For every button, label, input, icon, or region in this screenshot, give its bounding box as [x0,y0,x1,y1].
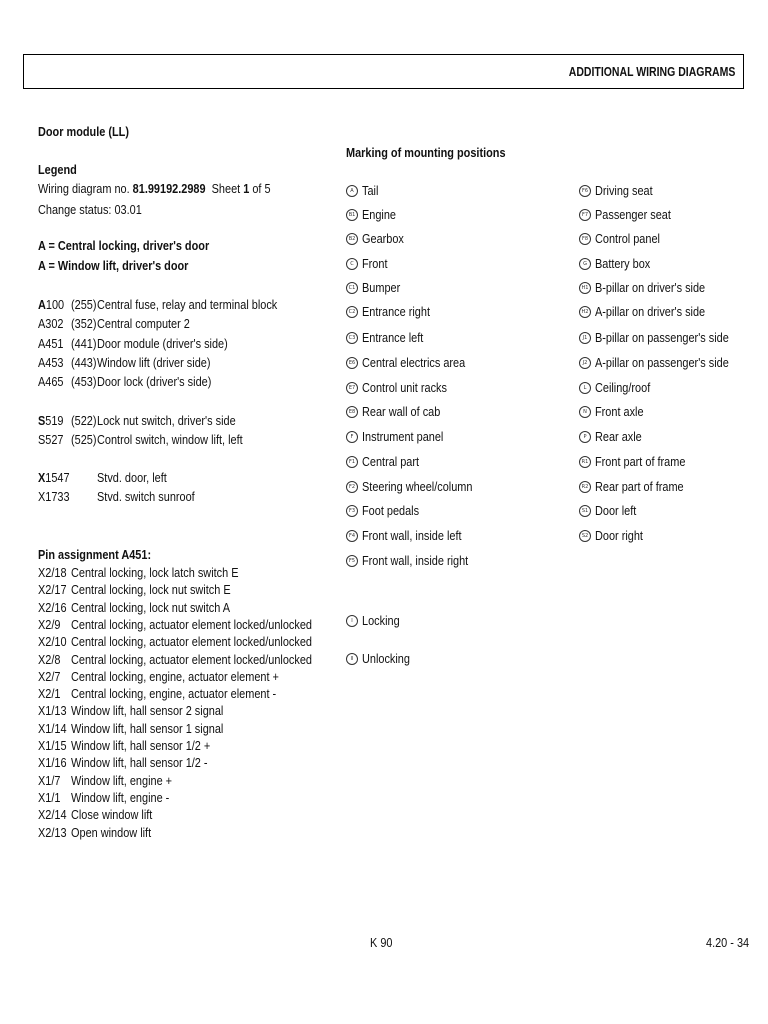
marking-symbol-icon: B1 [346,209,358,221]
component-prefix: S [38,413,46,428]
component-desc [97,297,312,313]
pin-desc-text: Central locking, actuator element locked/unlocked [71,634,312,650]
marking-row [346,555,546,571]
pin-id-text: X1/7 [38,772,61,788]
marking-symbol-icon: B2 [346,233,358,245]
marking-symbol-icon: E7 [346,382,358,394]
pin-desc [71,721,252,737]
marking-label-text: Driving seat [595,183,653,198]
marking-row [346,233,546,249]
pin-desc-text: Window lift, hall sensor 1 signal [71,720,224,736]
pin-row [38,652,338,668]
marking-symbol-icon: F [346,431,358,443]
markings-heading: Marking of mounting positions [346,145,506,160]
pin-desc [71,738,237,754]
group-heading-2: A = Window lift, driver's door [38,258,189,273]
component-row [38,297,338,313]
pin-id-text: X2/8 [38,651,61,667]
pin-row [38,617,338,633]
marking-symbol-icon: C1 [346,282,358,294]
pin-id [38,565,72,581]
marking-label-text: Instrument panel [362,429,444,444]
pin-desc [71,565,270,581]
pin-desc [71,652,358,668]
pin-id [38,617,65,633]
marking-row [346,530,546,546]
component-row [38,316,338,332]
pin-row [38,634,338,650]
marking-symbol-icon: C2 [346,306,358,318]
marking-symbol-icon: F6 [579,185,591,197]
pin-id [38,773,65,789]
marking-label-text: Door left [595,503,637,518]
marking-symbol-icon: H1 [579,282,591,294]
pin-row [38,807,338,823]
component-row [38,432,338,448]
pin-id [38,825,72,841]
pin-id [38,600,72,616]
pin-id-text: X2/7 [38,668,61,684]
pin-desc [71,825,166,841]
marking-row [579,382,768,398]
marking-row [346,615,546,631]
pin-id-text: X2/17 [38,582,67,598]
marking-symbol-icon: F4 [346,530,358,542]
marking-row [579,481,768,497]
header-box [23,54,744,89]
marking-label [362,380,463,396]
marking-label-text: Control unit racks [362,380,447,395]
component-code-text: (522) [71,413,97,428]
marking-label-text: Engine [362,207,397,222]
marking-symbol-icon: J2 [579,357,591,369]
marking-label-text: B-pillar on passenger's side [595,330,729,345]
component-number: A451 [38,335,64,351]
marking-label [362,231,412,247]
pin-desc-text: Window lift, engine - [71,789,170,805]
component-number: 100 [45,297,65,312]
marking-label-text: Battery box [595,256,651,271]
pin-row [38,582,338,598]
marking-label [362,479,494,495]
pin-desc [71,686,315,702]
pin-row [38,790,338,806]
pin-row [38,825,338,841]
marking-row [346,332,546,348]
marking-label [595,479,701,495]
component-number: X1733 [38,489,70,505]
component-id [38,432,68,448]
component-desc [97,336,253,352]
pin-id-text: X2/13 [38,824,67,840]
marking-label-text: B-pillar on driver's side [595,280,706,295]
legend-heading: Legend [38,162,77,177]
component-id [38,470,76,486]
marking-label [362,503,430,519]
marking-row [346,505,546,521]
pin-desc-text: Window lift, hall sensor 1/2 - [71,755,208,771]
component-code-text: (443) [71,354,97,370]
marking-label [595,404,653,420]
pin-desc [71,634,358,650]
component-desc [97,355,232,371]
pin-desc [71,582,261,598]
component-id [38,355,68,371]
marking-label-text: Foot pedals [362,503,420,518]
pin-id-text: X1/15 [38,738,67,753]
marking-row [346,456,546,472]
marking-symbol-icon: S2 [579,530,591,542]
marking-row [579,233,768,249]
pin-desc [71,600,260,616]
marking-symbol-icon: F3 [346,505,358,517]
marking-label-text: Central part [362,454,420,469]
marking-label-text: Entrance right [362,304,430,319]
marking-row [346,209,546,225]
marking-label [595,528,652,544]
marking-label [362,183,382,199]
marking-symbol-icon: F2 [346,481,358,493]
marking-row [346,258,546,274]
marking-label-text: Bumper [362,280,401,295]
pin-id [38,582,72,598]
marking-label-text: Unlocking [362,651,410,666]
pin-desc-text: Central locking, lock nut switch E [71,582,231,598]
pin-desc-text: Central locking, engine, actuator element - [71,686,277,702]
pin-desc-text: Central locking, actuator element locked/unlocked [71,651,312,667]
component-desc [97,316,208,332]
component-code-text: (352) [71,316,97,332]
marking-row [579,406,768,422]
component-id [38,316,68,332]
component-row [38,374,338,390]
pin-row [38,669,338,685]
component-id [38,297,69,313]
pin-desc-text: Central locking, lock nut switch A [71,599,231,615]
component-number: A453 [38,354,64,370]
marking-row [579,332,768,348]
pin-id [38,790,65,806]
component-desc-text: Lock nut switch, driver's side [97,413,236,428]
component-desc [97,413,262,429]
marking-label-text: Passenger seat [595,207,671,222]
marking-label [595,256,661,272]
pin-id [38,755,72,771]
footer-right: 4.20 - 34 [706,935,750,950]
marking-symbol-icon: G [579,258,591,270]
marking-label-text: Front axle [595,404,644,419]
component-row [38,470,338,486]
pin-id-text: X2/14 [38,807,67,823]
marking-label-text: Rear wall of cab [362,404,441,419]
marking-row [346,431,546,447]
pin-desc-text: Open window lift [71,824,152,840]
pin-row [38,703,338,719]
pin-id-text: X1/14 [38,720,67,736]
marking-row [579,431,768,447]
pin-id-text: X1/16 [38,755,67,771]
pin-desc [71,807,168,823]
marking-label-text: Control panel [595,231,660,246]
component-id [38,374,68,390]
component-id [38,413,68,429]
component-number: S527 [38,432,64,448]
marking-label-text: Ceiling/roof [595,380,651,395]
pin-id-text: X2/1 [38,686,61,702]
pin-desc-text: Window lift, hall sensor 1/2 + [71,738,211,753]
pin-row [38,773,338,789]
marking-row [346,185,546,201]
section-title: Door module (LL) [38,124,129,139]
pin-id-text: X2/9 [38,616,61,632]
pin-row [38,738,338,754]
component-desc-text: Stvd. door, left [97,470,167,485]
component-desc [97,432,270,448]
marking-label [595,280,726,296]
pin-desc [71,790,188,806]
marking-symbol-icon: F5 [346,555,358,567]
marking-symbol-icon: II [346,653,358,665]
component-row [38,336,338,352]
component-code-text: (255) [71,297,97,312]
pin-id-text: X2/16 [38,599,67,615]
pin-id [38,703,72,719]
marking-symbol-icon: E8 [346,406,358,418]
pin-id [38,686,65,702]
pin-desc-text: Window lift, engine + [71,772,173,788]
pin-id [38,738,72,754]
marking-row [346,653,546,669]
component-desc-text: Window lift (driver side) [97,354,211,370]
marking-row [346,406,546,422]
marking-label [362,256,392,272]
pin-desc-text: Central locking, engine, actuator element + [71,668,279,684]
component-code-text: (441) [71,335,97,351]
pin-row [38,755,338,771]
pin-row [38,686,338,702]
marking-symbol-icon: H2 [579,306,591,318]
marking-label-text: Entrance left [362,330,424,345]
marking-label [362,613,407,629]
component-desc-text: Door module (driver's side) [97,335,228,351]
marking-symbol-icon: C [346,258,358,270]
marking-symbol-icon: F8 [579,233,591,245]
marking-symbol-icon: A [346,185,358,197]
pin-id-text: X2/10 [38,634,67,650]
marking-label-text: Front wall, inside left [362,528,462,543]
header-title: ADDITIONAL WIRING DIAGRAMS [568,65,735,79]
pin-heading: Pin assignment A451: [38,547,152,562]
component-row [38,489,338,505]
marking-row [346,357,546,373]
component-code-text: (525) [71,432,97,448]
pin-id-text: X1/1 [38,789,61,805]
component-desc [97,470,180,486]
marking-row [346,282,546,298]
pin-desc [71,617,358,633]
component-row [38,413,338,429]
pin-id-text: X1/13 [38,703,67,719]
group-heading-1: A = Central locking, driver's door [38,238,210,253]
pin-desc-text: Central locking, actuator element locked/unlocked [71,616,312,632]
marking-label [362,330,435,346]
component-id [38,489,76,505]
marking-row [346,306,546,322]
pin-id [38,721,72,737]
pin-desc [71,703,252,719]
component-desc [97,374,233,390]
marking-row [579,505,768,521]
pin-id [38,669,65,685]
pin-row [38,721,338,737]
wiring-diagram-line: Wiring diagram no. 81.99192.2989 Sheet 1 of 5 [38,181,271,196]
marking-label [362,651,419,667]
marking-label [595,183,664,199]
marking-label-text: Front part of frame [595,454,686,469]
marking-symbol-icon: C3 [346,332,358,344]
marking-symbol-icon: R2 [579,481,591,493]
marking-label [595,454,703,470]
marking-label [595,207,685,223]
marking-label [362,304,443,320]
marking-label [595,503,644,519]
component-prefix: A [38,297,46,312]
component-code-text: (453) [71,374,97,390]
marking-symbol-icon: P [579,431,591,443]
component-desc-text: Door lock (driver's side) [97,374,212,390]
pin-desc [71,755,234,771]
pin-desc-text: Window lift, hall sensor 2 signal [71,703,224,719]
marking-label [595,304,726,320]
pin-row [38,565,338,581]
component-row [38,355,338,371]
marking-symbol-icon: I [346,615,358,627]
component-number: 519 [45,413,64,428]
pin-desc [71,669,319,685]
marking-row [579,282,768,298]
marking-row [579,185,768,201]
marking-row [346,481,546,497]
marking-row [579,209,768,225]
component-id [38,336,68,352]
marking-label-text: Rear part of frame [595,479,684,494]
marking-symbol-icon: J1 [579,332,591,344]
marking-symbol-icon: S1 [579,505,591,517]
marking-label [362,207,402,223]
change-status: Change status: 03.01 [38,202,142,217]
pin-desc-text: Close window lift [71,807,153,823]
pin-id-text: X2/18 [38,565,67,580]
marking-label-text: Front wall, inside right [362,553,469,568]
marking-label-text: Front [362,256,388,271]
marking-symbol-icon: F7 [579,209,591,221]
component-desc-text: Central computer 2 [97,316,190,332]
marking-label [362,429,459,445]
component-desc-text: Central fuse, relay and terminal block [97,297,278,312]
marking-label [362,404,455,420]
marking-label [362,553,488,569]
marking-row [579,258,768,274]
footer-center: K 90 [370,935,393,950]
marking-label-text: Rear axle [595,429,642,444]
marking-label [595,355,754,371]
marking-row [579,306,768,322]
marking-row [346,382,546,398]
marking-label-text: Door right [595,528,643,543]
marking-label [595,330,754,346]
marking-label-text: Steering wheel/column [362,479,473,494]
marking-label-text: A-pillar on passenger's side [595,355,729,370]
marking-label [362,355,485,371]
pin-desc-text: Central locking, lock latch switch E [71,565,239,580]
marking-row [579,456,768,472]
marking-symbol-icon: E6 [346,357,358,369]
pin-id [38,652,65,668]
marking-label-text: Gearbox [362,231,404,246]
pin-id [38,807,72,823]
marking-label [595,231,672,247]
component-desc [97,489,213,505]
component-desc-text: Stvd. switch sunroof [97,489,195,505]
pin-row [38,600,338,616]
marking-label [362,454,430,470]
component-number: 1547 [45,470,70,485]
component-number: A465 [38,374,64,390]
component-prefix: X [38,470,46,485]
marking-symbol-icon: F1 [346,456,358,468]
marking-symbol-icon: L [579,382,591,394]
marking-row [579,530,768,546]
marking-label-text: A-pillar on driver's side [595,304,706,319]
marking-row [579,357,768,373]
marking-label-text: Tail [362,183,379,198]
marking-label [362,280,408,296]
marking-label [595,380,661,396]
pin-id [38,634,72,650]
marking-symbol-icon: R1 [579,456,591,468]
marking-label [362,528,481,544]
marking-symbol-icon: N [579,406,591,418]
marking-label-text: Central electrics area [362,355,466,370]
component-number: A302 [38,316,64,332]
marking-label [595,429,651,445]
component-desc-text: Control switch, window lift, left [97,432,243,448]
marking-label-text: Locking [362,613,400,628]
pin-desc [71,773,191,789]
